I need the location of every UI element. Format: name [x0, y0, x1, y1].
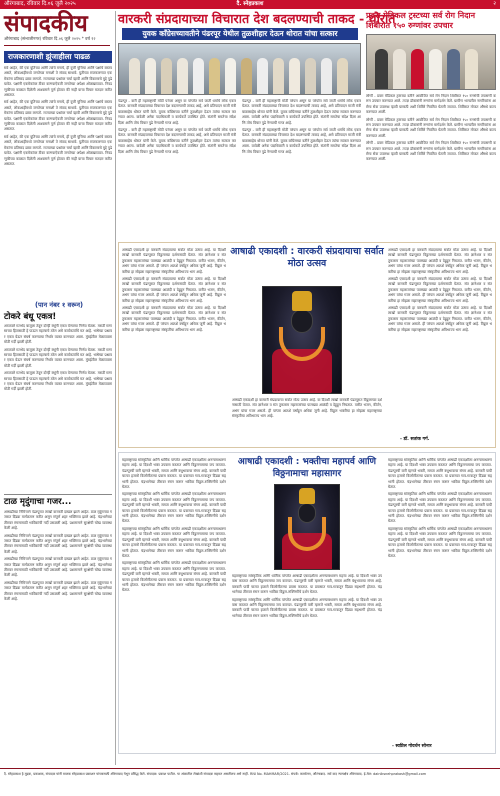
- mahasagar-headline: आषाढी एकादशी : भक्तीचा महापर्व आणि विठ्ठनामाचा महासागर: [237, 457, 377, 479]
- festival-paragraph-repeat: आषाढी एकादशी हा वारकरी संप्रदायाचा सर्वात मोठा उत्सव आहे. या दिवशी लाखो वारकरी पंढरपूरात विठ्ठलाच्या दर्शनासाठी येतात. संत ज्ञानेश्वर व संत तुकाराम महाराजांच्या पालख्या आळंदी व देहूहून निघतात. वारीत भजन, कीर्तन, अभंग यांचा गजर असतो. ही परंपरा आठशे वर्षांहून अधिक जुनी आहे. विठ्ठल भक्तीचा हा सोहळा महाराष्ट्राच्या संस्कृतीचा अविभाज्य भाग आहे.: [122, 277, 226, 303]
- mahasagar-paragraph-2-repeat: महाराष्ट्राच्या सांस्कृतिक आणि धार्मिक परंपरेत आषाढी एकादशीला अनन्यसाधारण महत्त्व आहे. या दिवशी भक्त उपवास करतात आणि विठ्ठलनामाचा जप करतात. पंढरपूरची वारी म्हणजे भक्ती, समता आणि बंधुभावाचा संगम आहे. वारकरी पायी चालत हजारो किलोमीटरचा प्रवास करतात. या प्रवासात गाव-गावातून दिंड्या सहभागी होतात. चंद्रभागेच्या तीरावर स्नान करून भाविक विठ्ठल-रुक्मिणीचे दर्शन घेतात.: [232, 597, 382, 618]
- festival-body-mid: [232, 398, 382, 444]
- masthead-title: संपादकीय: [4, 10, 88, 37]
- taal-paragraph-repeat: आषाढीच्या निमित्ताने पंढरपूरात लाखो वारकरी दाखल झाले आहेत. टाळ मृदुंगाच्या गजरात दिंड्या मार्गक्रमण करीत असून संपूर्ण शहर भक्तिमय झाले आहे. चंद्रभागेच्या तीरावर स्नानासाठी भाविकांची गर्दी उसळली आहे. प्रशासनाने सुरक्षेची चोख व्यवस्था केली आहे.: [4, 533, 112, 554]
- side-body: [366, 94, 496, 234]
- tokre-body: [4, 324, 112, 490]
- mahasagar-body-col3: [388, 458, 492, 740]
- side-headline: प्रवरा मेडिकल ट्रस्टच्या सर्व रोग निदान शिबीरात १५० रुग्णांवर उपचार: [366, 11, 476, 30]
- mahasagar-body-col1: [122, 458, 226, 750]
- festival-headline: आषाढी एकादशी : वारकरी संप्रदायाचा सर्वात मोठा उत्सव: [230, 246, 384, 269]
- page-number: २: [493, 1, 496, 7]
- mahasagar-paragraph-3-repeat: महाराष्ट्राच्या सांस्कृतिक आणि धार्मिक परंपरेत आषाढी एकादशीला अनन्यसाधारण महत्त्व आहे. या दिवशी भक्त उपवास करतात आणि विठ्ठलनामाचा जप करतात. पंढरपूरची वारी म्हणजे भक्ती, समता आणि बंधुभावाचा संगम आहे. वारकरी पायी चालत हजारो किलोमीटरचा प्रवास करतात. या प्रवासात गाव-गावातून दिंड्या सहभागी होतात. चंद्रभागेच्या तीरावर स्नान करून भाविक विठ्ठल-रुक्मिणीचे दर्शन घेतात.: [388, 492, 492, 524]
- subhead-tokre: टोकरे बंधू एकत्र!: [4, 312, 57, 322]
- tokre-paragraph-repeat: आपापले मतभेद बाजूला ठेवून दोन्ही बंधूंनी एकत्र येण्याचा निर्णय घेतला. मराठी माणसाच्या हितासाठी हे पाऊल महत्त्वाचे ठरेल असे कार्यकर्त्यांचे मत आहे. भाषेच्या प्रश्नावर एकत्र येऊन संघर्ष करण्याचा निर्धार व्यक्त करण्यात आला. मुंबईतील मेळाव्याला मोठी गर्दी झाली होती.: [4, 347, 112, 368]
- taal-paragraph-repeat-2: आषाढीच्या निमित्ताने पंढरपूरात लाखो वारकरी दाखल झाले आहेत. टाळ मृदुंगाच्या गजरात दिंड्या मार्गक्रमण करीत असून संपूर्ण शहर भक्तिमय झाले आहे. चंद्रभागेच्या तीरावर स्नानासाठी भाविकांची गर्दी उसळली आहे. प्रशासनाने सुरक्षेची चोख व्यवस्था केली आहे.: [4, 557, 112, 578]
- divider: [4, 494, 112, 495]
- paper-name: दै. स्नेहप्रकाश: [236, 1, 264, 7]
- taal-paragraph-repeat-3: आषाढीच्या निमित्ताने पंढरपूरात लाखो वारकरी दाखल झाले आहेत. टाळ मृदुंगाच्या गजरात दिंड्या मार्गक्रमण करीत असून संपूर्ण शहर भक्तिमय झाले आहे. चंद्रभागेच्या तीरावर स्नानासाठी भाविकांची गर्दी उसळली आहे. प्रशासनाने सुरक्षेची चोख व्यवस्था केली आहे.: [4, 580, 112, 602]
- mahasagar-paragraph-repeat-2: महाराष्ट्राच्या सांस्कृतिक आणि धार्मिक परंपरेत आषाढी एकादशीला अनन्यसाधारण महत्त्व आहे. या दिवशी भक्त उपवास करतात आणि विठ्ठलनामाचा जप करतात. पंढरपूरची वारी म्हणजे भक्ती, समता आणि बंधुभावाचा संगम आहे. वारकरी पायी चालत हजारो किलोमीटरचा प्रवास करतात. या प्रवासात गाव-गावातून दिंड्या सहभागी होतात. चंद्रभागेच्या तीरावर स्नान करून भाविक विठ्ठल-रुक्मिणीचे दर्शन घेतात.: [122, 526, 226, 558]
- side-paragraph-repeat-2: लोणी - प्रवरा मेडिकल ट्रस्टच्या वतीने आयोजित सर्व रोग निदान शिबीरात १५० रुग्णांची तपासणी करून उपचार करण्यात आले. तज्ज्ञ डॉक्टरांनी रुग्णांना मार्गदर्शन केले. ग्रामीण भागातील नागरिकांना आरोग्य सेवा उपलब्ध व्हावी यासाठी अशी शिबिरे नियमित घेतली जातात. शिबिरात मोफत औषधे वाटप करण्यात आली.: [366, 141, 496, 162]
- lead-subheadline: युवक काँग्रेसच्यावतीने पंढरपूर येथील तुळशीहार देऊन थोरात यांचा सत्कार: [122, 28, 358, 40]
- festival-paragraph-3-repeat: आषाढी एकादशी हा वारकरी संप्रदायाचा सर्वात मोठा उत्सव आहे. या दिवशी लाखो वारकरी पंढरपूरात विठ्ठलाच्या दर्शनासाठी येतात. संत ज्ञानेश्वर व संत तुकाराम महाराजांच्या पालख्या आळंदी व देहूहून निघतात. वारीत भजन, कीर्तन, अभंग यांचा गजर असतो. ही परंपरा आठशे वर्षांहून अधिक जुनी आहे. विठ्ठल भक्तीचा हा सोहळा महाराष्ट्राच्या संस्कृतीचा अविभाज्य भाग आहे.: [388, 277, 492, 303]
- mahasagar-paragraph-repeat: महाराष्ट्राच्या सांस्कृतिक आणि धार्मिक परंपरेत आषाढी एकादशीला अनन्यसाधारण महत्त्व आहे. या दिवशी भक्त उपवास करतात आणि विठ्ठलनामाचा जप करतात. पंढरपूरची वारी म्हणजे भक्ती, समता आणि बंधुभावाचा संगम आहे. वारकरी पायी चालत हजारो किलोमीटरचा प्रवास करतात. या प्रवासात गाव-गावातून दिंड्या सहभागी होतात. चंद्रभागेच्या तीरावर स्नान करून भाविक विठ्ठल-रुक्मिणीचे दर्शन घेतात.: [122, 492, 226, 524]
- issue-date: औरंगाबाद, रविवार दि.०६ जुलै २०२५: [4, 1, 76, 7]
- side-photo: [366, 34, 496, 90]
- lead-body-col2: [242, 99, 361, 239]
- taal-body: [4, 510, 112, 764]
- tokre-paragraph: आपापले मतभेद बाजूला ठेवून दोन्ही बंधूंनी एकत्र येण्याचा निर्णय घेतला. मराठी माणसाच्या हितासाठी हे पाऊल महत्त्वाचे ठरेल असे कार्यकर्त्यांचे मत आहे. भाषेच्या प्रश्नावर एकत्र येऊन संघर्ष करण्याचा निर्धार व्यक्त करण्यात आला. मुंबईतील मेळाव्याला मोठी गर्दी झाली होती.: [4, 324, 112, 345]
- mahasagar-paragraph-3: महाराष्ट्राच्या सांस्कृतिक आणि धार्मिक परंपरेत आषाढी एकादशीला अनन्यसाधारण महत्त्व आहे. या दिवशी भक्त उपवास करतात आणि विठ्ठलनामाचा जप करतात. पंढरपूरची वारी म्हणजे भक्ती, समता आणि बंधुभावाचा संगम आहे. वारकरी पायी चालत हजारो किलोमीटरचा प्रवास करतात. या प्रवासात गाव-गावातून दिंड्या सहभागी होतात. चंद्रभागेच्या तीरावर स्नान करून भाविक विठ्ठल-रुक्मिणीचे दर्शन घेतात.: [388, 458, 492, 490]
- festival-body-col1: [122, 248, 226, 444]
- column-divider: [115, 11, 116, 765]
- masthead-subtitle: औरंगाबाद (संभाजीनगर) रविवार दि.०६ जुलै २०२५ * वर्ष १२: [4, 36, 96, 41]
- editorial-paragraph-repeat-2: सर्व आहेत, की एक युतिच्या आणि त्यांचे मनाचे, ही युत्ती चुत्तिचा आणि पक्षांचे बस्तव असते, लोकशाहीमध्ये जनतेच्या मनाशी ते संवाद साधावे. युतीच्या राजकारणात एकमेकांना प्रतिसाद द्यावा लागतो. राज्याच्या प्रश्नांवर चर्चा व्हावी आणि विकासाचे मुद्दे पुढे यावेत. पक्षांनी एकमेकांवर टीका करण्याऐवजी जनतेच्या अपेक्षा ओळखाव्यात. निवडणुकीच्या काळात दिलेली आश्वासने पूर्ण होतात की नाही याचा विचार मतदार करीत असतात.: [4, 134, 112, 166]
- editorial-body: [4, 66, 112, 298]
- mahasagar-paragraph-3-repeat-2: महाराष्ट्राच्या सांस्कृतिक आणि धार्मिक परंपरेत आषाढी एकादशीला अनन्यसाधारण महत्त्व आहे. या दिवशी भक्त उपवास करतात आणि विठ्ठलनामाचा जप करतात. पंढरपूरची वारी म्हणजे भक्ती, समता आणि बंधुभावाचा संगम आहे. वारकरी पायी चालत हजारो किलोमीटरचा प्रवास करतात. या प्रवासात गाव-गावातून दिंड्या सहभागी होतात. चंद्रभागेच्या तीरावर स्नान करून भाविक विठ्ठल-रुक्मिणीचे दर्शन घेतात.: [388, 526, 492, 558]
- continued-note: (पान नंबर १ वरून): [34, 301, 84, 309]
- festival-paragraph-3-repeat-2: आषाढी एकादशी हा वारकरी संप्रदायाचा सर्वात मोठा उत्सव आहे. या दिवशी लाखो वारकरी पंढरपूरात विठ्ठलाच्या दर्शनासाठी येतात. संत ज्ञानेश्वर व संत तुकाराम महाराजांच्या पालख्या आळंदी व देहूहून निघतात. वारीत भजन, कीर्तन, अभंग यांचा गजर असतो. ही परंपरा आठशे वर्षांहून अधिक जुनी आहे. विठ्ठल भक्तीचा हा सोहळा महाराष्ट्राच्या संस्कृतीचा अविभाज्य भाग आहे.: [388, 306, 492, 332]
- lead-photo: [118, 43, 361, 95]
- tokre-paragraph-repeat-2: आपापले मतभेद बाजूला ठेवून दोन्ही बंधूंनी एकत्र येण्याचा निर्णय घेतला. मराठी माणसाच्या हितासाठी हे पाऊल महत्त्वाचे ठरेल असे कार्यकर्त्यांचे मत आहे. भाषेच्या प्रश्नावर एकत्र येऊन संघर्ष करण्याचा निर्धार व्यक्त करण्यात आला. मुंबईतील मेळाव्याला मोठी गर्दी झाली होती.: [4, 371, 112, 392]
- lead-paragraph-2: पंढरपूर - वारी ही महाराष्ट्राची मोठी परंपरा असून या परंपरेत सर्व जाती धर्माचे लोक एकत्र येतात. वारकरी संप्रदायाच्या विचारात देश बदलण्याची ताकद आहे, असे प्रतिपादन माजी मंत्री बाळासाहेब थोरात यांनी केले. युवक काँग्रेसच्या वतीने तुळशीहार देऊन त्यांचा सत्कार करण्यात आला. यावेळी अनेक पदाधिकारी व कार्यकर्ते उपस्थित होते. संतांनी समतेचा संदेश दिला आणि तोच विचार पुढे नेण्याची गरज आहे.: [242, 99, 361, 125]
- lead-paragraph-2-repeat: पंढरपूर - वारी ही महाराष्ट्राची मोठी परंपरा असून या परंपरेत सर्व जाती धर्माचे लोक एकत्र येतात. वारकरी संप्रदायाच्या विचारात देश बदलण्याची ताकद आहे, असे प्रतिपादन माजी मंत्री बाळासाहेब थोरात यांनी केले. युवक काँग्रेसच्या वतीने तुळशीहार देऊन त्यांचा सत्कार करण्यात आला. यावेळी अनेक पदाधिकारी व कार्यकर्ते उपस्थित होते. संतांनी समतेचा संदेश दिला आणि तोच विचार पुढे नेण्याची गरज आहे.: [242, 128, 361, 154]
- mahasagar-paragraph-repeat-3: महाराष्ट्राच्या सांस्कृतिक आणि धार्मिक परंपरेत आषाढी एकादशीला अनन्यसाधारण महत्त्व आहे. या दिवशी भक्त उपवास करतात आणि विठ्ठलनामाचा जप करतात. पंढरपूरची वारी म्हणजे भक्ती, समता आणि बंधुभावाचा संगम आहे. वारकरी पायी चालत हजारो किलोमीटरचा प्रवास करतात. या प्रवासात गाव-गावातून दिंड्या सहभागी होतात. चंद्रभागेच्या तीरावर स्नान करून भाविक विठ्ठल-रुक्मिणीचे दर्शन घेतात.: [122, 561, 226, 593]
- lead-paragraph: पंढरपूर - वारी ही महाराष्ट्राची मोठी परंपरा असून या परंपरेत सर्व जाती धर्माचे लोक एकत्र येतात. वारकरी संप्रदायाच्या विचारात देश बदलण्याची ताकद आहे, असे प्रतिपादन माजी मंत्री बाळासाहेब थोरात यांनी केले. युवक काँग्रेसच्या वतीने तुळशीहार देऊन त्यांचा सत्कार करण्यात आला. यावेळी अनेक पदाधिकारी व कार्यकर्ते उपस्थित होते. संतांनी समतेचा संदेश दिला आणि तोच विचार पुढे नेण्याची गरज आहे.: [118, 99, 236, 125]
- festival-body-col3: [388, 248, 492, 444]
- editorial-heading: राजकारणाशी झुंजाहीला पाढळ: [4, 51, 112, 63]
- mahasagar-body-col2: [232, 574, 382, 750]
- imprint-footer: दै. स्नेहप्रकाश हे मुद्रक, प्रकाशक, संपादक यांनी मालक स्नेहप्रकाश प्रकाशन यांच्यासाठी औरंगाबाद येथून प्रसिद्ध केले. संपादक: प्रकाश पाटील. या अंकातील लेखांशी संपादक सहमत असतीलच असे नाही. RNI No. MAHMAR/2021. संपर्क: कार्यालय, औरंगाबाद. सर्व वाद न्यायक्षेत्र औरंगाबाद. ई-मेल: dainiksnehprakash@gmail.com: [0, 768, 500, 796]
- lead-body-col1: [118, 99, 236, 239]
- editorial-paragraph: सर्व आहेत, की एक युतिच्या आणि त्यांचे मनाचे, ही युत्ती चुत्तिचा आणि पक्षांचे बस्तव असते, लोकशाहीमध्ये जनतेच्या मनाशी ते संवाद साधावे. युतीच्या राजकारणात एकमेकांना प्रतिसाद द्यावा लागतो. राज्याच्या प्रश्नांवर चर्चा व्हावी आणि विकासाचे मुद्दे पुढे यावेत. पक्षांनी एकमेकांवर टीका करण्याऐवजी जनतेच्या अपेक्षा ओळखाव्यात. निवडणुकीच्या काळात दिलेली आश्वासने पूर्ण होतात की नाही याचा विचार मतदार करीत असतात.: [4, 66, 112, 98]
- festival-paragraph: आषाढी एकादशी हा वारकरी संप्रदायाचा सर्वात मोठा उत्सव आहे. या दिवशी लाखो वारकरी पंढरपूरात विठ्ठलाच्या दर्शनासाठी येतात. संत ज्ञानेश्वर व संत तुकाराम महाराजांच्या पालख्या आळंदी व देहूहून निघतात. वारीत भजन, कीर्तन, अभंग यांचा गजर असतो. ही परंपरा आठशे वर्षांहून अधिक जुनी आहे. विठ्ठल भक्तीचा हा सोहळा महाराष्ट्राच्या संस्कृतीचा अविभाज्य भाग आहे.: [122, 248, 226, 274]
- taal-paragraph: आषाढीच्या निमित्ताने पंढरपूरात लाखो वारकरी दाखल झाले आहेत. टाळ मृदुंगाच्या गजरात दिंड्या मार्गक्रमण करीत असून संपूर्ण शहर भक्तिमय झाले आहे. चंद्रभागेच्या तीरावर स्नानासाठी भाविकांची गर्दी उसळली आहे. प्रशासनाने सुरक्षेची चोख व्यवस्था केली आहे.: [4, 510, 112, 531]
- top-bar: [0, 0, 500, 9]
- vithoba-image: [262, 286, 342, 394]
- festival-paragraph-3: आषाढी एकादशी हा वारकरी संप्रदायाचा सर्वात मोठा उत्सव आहे. या दिवशी लाखो वारकरी पंढरपूरात विठ्ठलाच्या दर्शनासाठी येतात. संत ज्ञानेश्वर व संत तुकाराम महाराजांच्या पालख्या आळंदी व देहूहून निघतात. वारीत भजन, कीर्तन, अभंग यांचा गजर असतो. ही परंपरा आठशे वर्षांहून अधिक जुनी आहे. विठ्ठल भक्तीचा हा सोहळा महाराष्ट्राच्या संस्कृतीचा अविभाज्य भाग आहे.: [388, 248, 492, 274]
- festival-paragraph-mid: आषाढी एकादशी हा वारकरी संप्रदायाचा सर्वात मोठा उत्सव आहे. या दिवशी लाखो वारकरी पंढरपूरात विठ्ठलाच्या दर्शनासाठी येतात. संत ज्ञानेश्वर व संत तुकाराम महाराजांच्या पालख्या आळंदी व देहूहून निघतात. वारीत भजन, कीर्तन, अभंग यांचा गजर असतो. ही परंपरा आठशे वर्षांहून अधिक जुनी आहे. विठ्ठल भक्तीचा हा सोहळा महाराष्ट्राच्या संस्कृतीचा अविभाज्य भाग आहे.: [232, 398, 382, 419]
- festival-paragraph-repeat-2: आषाढी एकादशी हा वारकरी संप्रदायाचा सर्वात मोठा उत्सव आहे. या दिवशी लाखो वारकरी पंढरपूरात विठ्ठलाच्या दर्शनासाठी येतात. संत ज्ञानेश्वर व संत तुकाराम महाराजांच्या पालख्या आळंदी व देहूहून निघतात. वारीत भजन, कीर्तन, अभंग यांचा गजर असतो. ही परंपरा आठशे वर्षांहून अधिक जुनी आहे. विठ्ठल भक्तीचा हा सोहळा महाराष्ट्राच्या संस्कृतीचा अविभाज्य भाग आहे.: [122, 306, 226, 332]
- mahasagar-paragraph-2: महाराष्ट्राच्या सांस्कृतिक आणि धार्मिक परंपरेत आषाढी एकादशीला अनन्यसाधारण महत्त्व आहे. या दिवशी भक्त उपवास करतात आणि विठ्ठलनामाचा जप करतात. पंढरपूरची वारी म्हणजे भक्ती, समता आणि बंधुभावाचा संगम आहे. वारकरी पायी चालत हजारो किलोमीटरचा प्रवास करतात. या प्रवासात गाव-गावातून दिंड्या सहभागी होतात. चंद्रभागेच्या तीरावर स्नान करून भाविक विठ्ठल-रुक्मिणीचे दर्शन घेतात.: [232, 574, 382, 595]
- side-byline: - डॉ. सतांक गर्ग.: [400, 437, 430, 442]
- mahasagar-byline: - स्वप्निल गोवर्धन सोनार: [392, 744, 432, 749]
- side-paragraph: लोणी - प्रवरा मेडिकल ट्रस्टच्या वतीने आयोजित सर्व रोग निदान शिबीरात १५० रुग्णांची तपासणी करून उपचार करण्यात आले. तज्ज्ञ डॉक्टरांनी रुग्णांना मार्गदर्शन केले. ग्रामीण भागातील नागरिकांना आरोग्य सेवा उपलब्ध व्हावी यासाठी अशी शिबिरे नियमित घेतली जातात. शिबिरात मोफत औषधे वाटप करण्यात आली.: [366, 94, 496, 115]
- editorial-paragraph-repeat: सर्व आहेत, की एक युतिच्या आणि त्यांचे मनाचे, ही युत्ती चुत्तिचा आणि पक्षांचे बस्तव असते, लोकशाहीमध्ये जनतेच्या मनाशी ते संवाद साधावे. युतीच्या राजकारणात एकमेकांना प्रतिसाद द्यावा लागतो. राज्याच्या प्रश्नांवर चर्चा व्हावी आणि विकासाचे मुद्दे पुढे यावेत. पक्षांनी एकमेकांवर टीका करण्याऐवजी जनतेच्या अपेक्षा ओळखाव्यात. निवडणुकीच्या काळात दिलेली आश्वासने पूर्ण होतात की नाही याचा विचार मतदार करीत असतात.: [4, 100, 112, 132]
- masthead: [4, 12, 110, 46]
- side-paragraph-repeat: लोणी - प्रवरा मेडिकल ट्रस्टच्या वतीने आयोजित सर्व रोग निदान शिबीरात १५० रुग्णांची तपासणी करून उपचार करण्यात आले. तज्ज्ञ डॉक्टरांनी रुग्णांना मार्गदर्शन केले. ग्रामीण भागातील नागरिकांना आरोग्य सेवा उपलब्ध व्हावी यासाठी अशी शिबिरे नियमित घेतली जातात. शिबिरात मोफत औषधे वाटप करण्यात आली.: [366, 117, 496, 138]
- subhead-taal: टाळ मृदुंगाचा गजर...: [4, 497, 72, 507]
- mahasagar-paragraph: महाराष्ट्राच्या सांस्कृतिक आणि धार्मिक परंपरेत आषाढी एकादशीला अनन्यसाधारण महत्त्व आहे. या दिवशी भक्त उपवास करतात आणि विठ्ठलनामाचा जप करतात. पंढरपूरची वारी म्हणजे भक्ती, समता आणि बंधुभावाचा संगम आहे. वारकरी पायी चालत हजारो किलोमीटरचा प्रवास करतात. या प्रवासात गाव-गावातून दिंड्या सहभागी होतात. चंद्रभागेच्या तीरावर स्नान करून भाविक विठ्ठल-रुक्मिणीचे दर्शन घेतात.: [122, 458, 226, 490]
- vithoba-image-2: [274, 484, 340, 570]
- lead-paragraph-repeat: पंढरपूर - वारी ही महाराष्ट्राची मोठी परंपरा असून या परंपरेत सर्व जाती धर्माचे लोक एकत्र येतात. वारकरी संप्रदायाच्या विचारात देश बदलण्याची ताकद आहे, असे प्रतिपादन माजी मंत्री बाळासाहेब थोरात यांनी केले. युवक काँग्रेसच्या वतीने तुळशीहार देऊन त्यांचा सत्कार करण्यात आला. यावेळी अनेक पदाधिकारी व कार्यकर्ते उपस्थित होते. संतांनी समतेचा संदेश दिला आणि तोच विचार पुढे नेण्याची गरज आहे.: [118, 128, 236, 154]
- lead-headline: वारकरी संप्रदायाच्या विचारात देश बदलण्याची ताकद - थोरात: [118, 11, 396, 26]
